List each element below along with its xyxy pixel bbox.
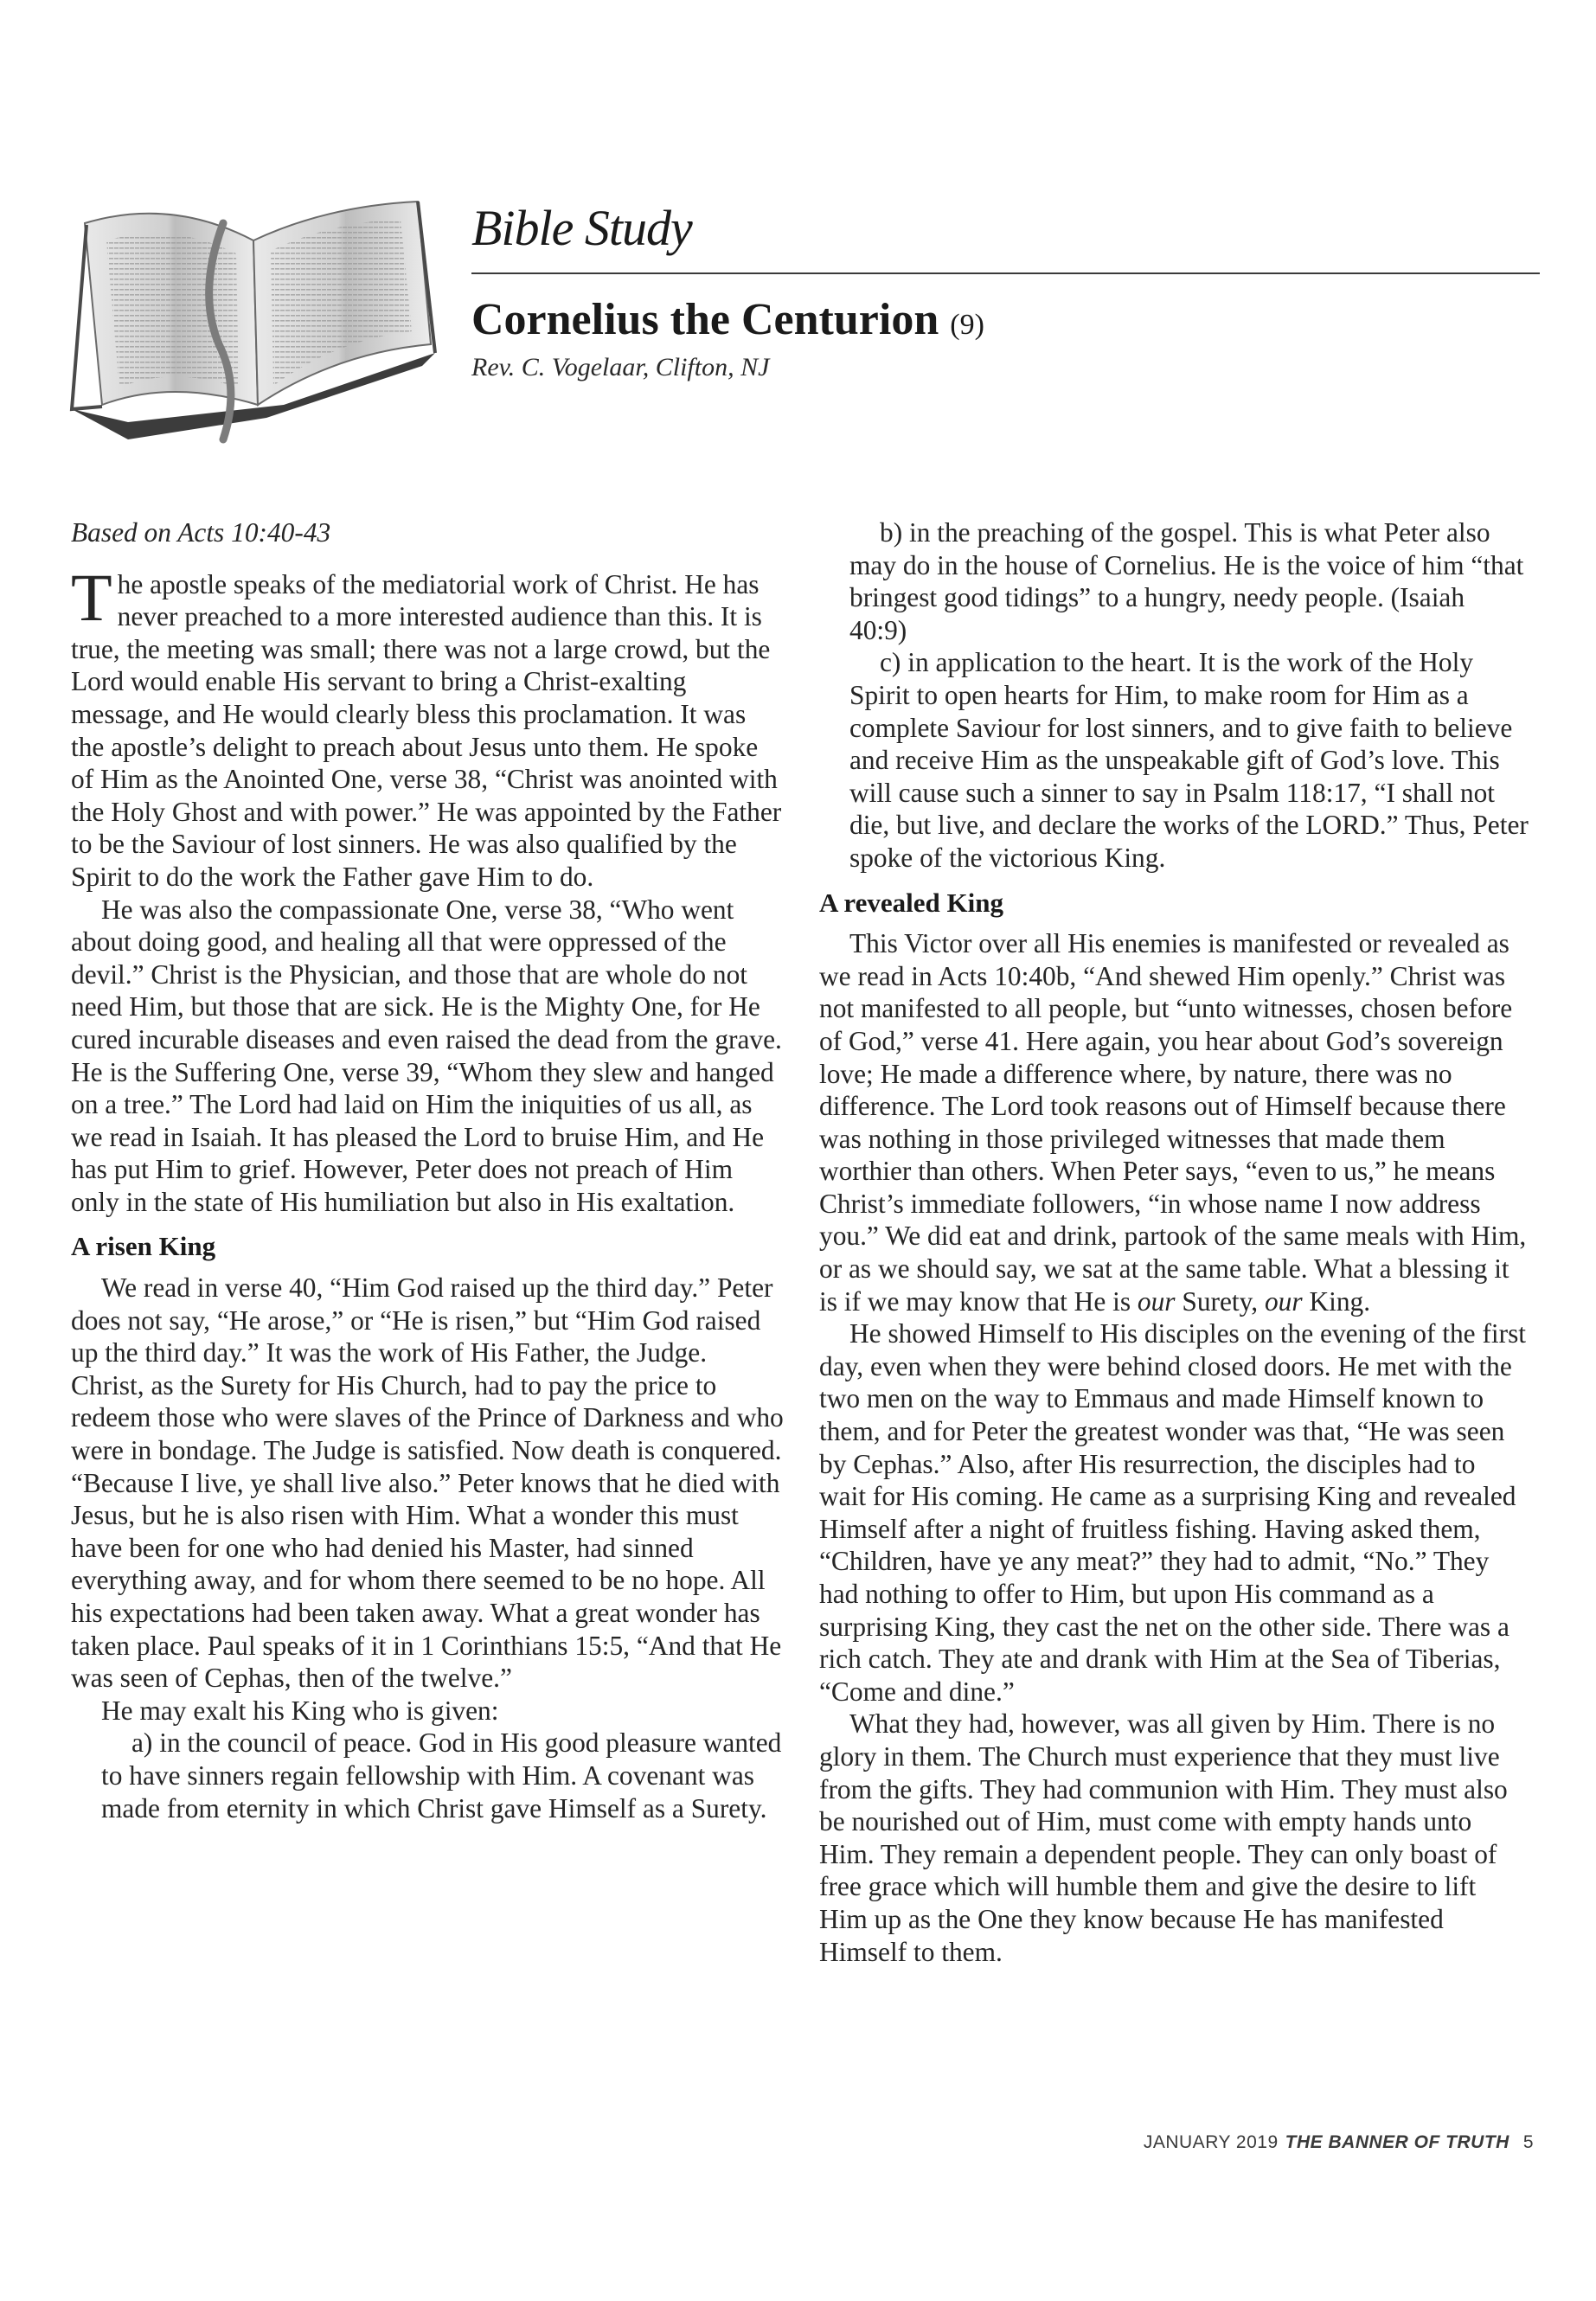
paragraph-text: This Victor over all His enemies is manifested or revealed as we read in Acts 10:40b, “And shewed Him openly.” Christ was not manifested to all people, but “unto witnesses, chosen before of God,” verse 41. Here again, you hear about God’s sovereign love; He made a difference where, by nature, there was no difference. The Lord took reasons out of Himself because there was nothing in those privileged witnesses that made them worthier than others. When Peter says, “even to us,” he means Christ’s immediate followers, “in whose name I now address you.” We did eat and drink, partook of the same meals with Him, or as we should say, we sat at the same table. What a blessing it is if we may know that He is	[819, 928, 1527, 1317]
article-title-text: Cornelius the Centurion	[471, 295, 939, 344]
article-title	[471, 294, 984, 345]
emphasis: our	[1264, 1285, 1303, 1317]
paragraph	[819, 927, 1529, 1317]
paragraph-text: he apostle speaks of the mediatorial work of Christ. He has never preached to a more interested audience than this. It is true, the meeting was small; there was not a large crowd, but the Lord would enable His servant to bring a Christ-exalting message, and He would clearly bless this proclamation. It was the apostle’s delight to preach about Jesus unto them. He spoke of Him as the Anointed One, verse 38, “Christ was anointed with the Holy Ghost and with power.” He was appointed by the Father to be the Saviour of lost sinners. He was also qualified by the Spirit to do the work the Father gave Him to do.	[71, 568, 782, 892]
paragraph: We read in verse 40, “Him God raised up the third day.” Peter does not say, “He arose,” or “He is risen,” but “Him God raised up the third day.” It was the work of His Father, the Judge. Christ, as the Surety for His Church, had to pay the price to redeem those who were slaves of the Prince of Darkness and who were in bondage. The Judge is satisfied. Now death is conquered. “Because I live, ye shall live also.” Peter knows that he died with Jesus, but he is also risen with Him. What a wonder this must have been for one who had denied his Master, had sinned everything away, and for whom there seemed to be no hope. All his expectations had been taken away. What a great wonder has taken place. Paul speaks of it in 1 Corinthians 15:5, “And that He was seen of Cephas, then of the twelve.”	[71, 1272, 784, 1694]
footer-date: JANUARY 2019	[1143, 2132, 1279, 2152]
emphasis: our	[1137, 1285, 1176, 1317]
subheading-risen-king: A risen King	[71, 1231, 216, 1262]
author-byline: Rev. C. Vogelaar, Clifton, NJ	[471, 353, 770, 381]
paragraph: b) in the preaching of the gospel. This is what Peter also may do in the house of Cornelius. He is the voice of him “that bringest good tidings” to a hungry, needy people. (Isaiah 40:9)	[849, 517, 1524, 645]
scripture-reference: Based on Acts 10:40-43	[71, 517, 331, 548]
paragraph: He was also the compassionate One, verse 38, “Who went about doing good, and healing all that were oppressed of the devil.” Christ is the Physician, and those that are whole do not need Him, but those that are sick. He is the Mighty One, for He cured incurable diseases and even raised the dead from the grave. He is the Suffering One, verse 39, “Whom they slew and hanged on a tree.” The Lord had laid on Him the iniquities of us all, as we read in Isaiah. It has pleased the Lord to bruise Him, and He has put Him to grief. However, Peter does not preach of Him only in the state of His humiliation but also in His exaltation.	[71, 894, 782, 1217]
article-part-number: (9)	[950, 309, 984, 341]
left-column	[71, 516, 785, 1824]
paragraph: c) in application to the heart. It is the work of the Holy Spirit to open hearts for Him, to make room for Him as a complete Saviour for lost sinners, and to give faith to believe and receive Him as the unspeakable gift of God’s love. This will cause such a sinner to say in Psalm 118:17, “I shall not die, but live, and declare the works of the LORD.” Thus, Peter spoke of the victorious King.	[849, 647, 1529, 873]
section-title: Bible Study	[471, 200, 692, 256]
subheading-revealed-king: A revealed King	[819, 887, 1003, 918]
paragraph	[71, 559, 785, 894]
page-footer	[1144, 2132, 1534, 2153]
drop-cap: T	[71, 559, 112, 635]
paragraph: What they had, however, was all given by Him. There is no glory in them. The Church must experience that they must live from the gifts. They had communion with Him. They must also be nourished out of Him, must come with empty hands unto Him. They remain a dependent people. They can only boast of free grace which will humble them and give the desire to lift Him up as the One they know because He has manifested Himself to them.	[819, 1708, 1508, 1967]
page-number: 5	[1522, 2132, 1534, 2152]
paragraph-text: King.	[1302, 1285, 1371, 1317]
open-bible-illustration	[67, 189, 448, 448]
paragraph: He may exalt his King who is given:	[101, 1695, 499, 1726]
paragraph: a) in the council of peace. God in His good pleasure wanted to have sinners regain fellowship with Him. A covenant was made from eternity in which Christ gave Himself as a Surety.	[101, 1727, 782, 1823]
footer-publication: THE BANNER OF TRUTH	[1285, 2132, 1509, 2152]
header-rule	[471, 272, 1540, 274]
right-column	[819, 516, 1529, 1968]
paragraph-text: Surety,	[1175, 1285, 1265, 1317]
paragraph: He showed Himself to His disciples on the evening of the first day, even when they were behind closed doors. He met with the two men on the way to Emmaus and made Himself known to them, and for Peter the greatest wonder was that, “He was seen by Cephas.” Also, after His resurrection, the disciples had to wait for His coming. He came as a surprising King and revealed Himself after a night of fruitless fishing. Having asked them, “Children, have ye any meat?” they had to admit, “No.” They had nothing to offer to Him, but upon His command as a surprising King, they cast the net on the other side. There was a rich catch. They ate and drank with Him at the Sea of Tiberias, “Come and dine.”	[819, 1318, 1527, 1707]
